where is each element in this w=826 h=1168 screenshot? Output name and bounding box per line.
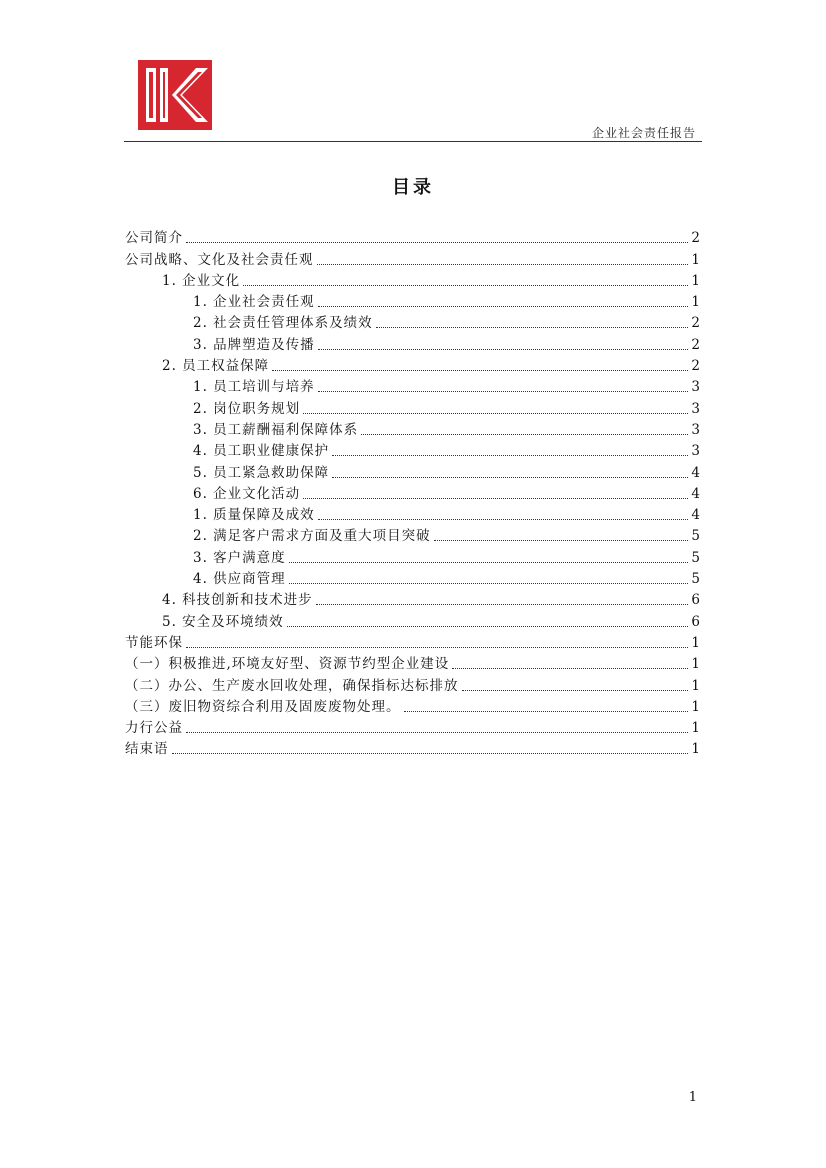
toc-entry-page: 1 bbox=[691, 251, 700, 268]
company-logo-icon bbox=[138, 60, 212, 130]
toc-entry[interactable] bbox=[125, 418, 700, 439]
toc-entry-page: 1 bbox=[691, 698, 700, 715]
toc-dot-leader bbox=[303, 498, 688, 499]
toc-entry-label: （二）办公、生产废水回收处理，确保指标达标排放 bbox=[125, 677, 459, 694]
toc-entry-label: 4. 供应商管理 bbox=[193, 571, 286, 588]
toc-entry[interactable] bbox=[125, 439, 700, 460]
toc-entry[interactable] bbox=[125, 695, 700, 716]
toc-entry-page: 4 bbox=[691, 507, 700, 524]
toc-entry[interactable] bbox=[125, 716, 700, 737]
k-logo-graphic bbox=[138, 60, 212, 130]
page-number: 1 bbox=[688, 1090, 697, 1105]
toc-entry-label: 5. 员工紧急救助保障 bbox=[193, 464, 330, 481]
toc-entry[interactable] bbox=[125, 290, 700, 311]
toc-entry-label: 1. 质量保障及成效 bbox=[193, 507, 315, 524]
toc-entry-page: 1 bbox=[691, 677, 700, 694]
toc-dot-leader bbox=[462, 690, 689, 691]
toc-dot-leader bbox=[186, 647, 688, 648]
toc-entry-page: 5 bbox=[691, 549, 700, 566]
toc-dot-leader bbox=[376, 327, 689, 328]
toc-entry-page: 1 bbox=[691, 741, 700, 758]
toc-entry-label: 公司简介 bbox=[125, 230, 183, 247]
toc-entry-label: 3. 客户满意度 bbox=[193, 549, 286, 566]
report-header-title: 企业社会责任报告 bbox=[591, 126, 696, 140]
toc-entry[interactable] bbox=[125, 631, 700, 652]
toc-entry-label: 节能环保 bbox=[125, 634, 183, 651]
toc-entry-page: 1 bbox=[691, 294, 700, 311]
toc-entry-page: 3 bbox=[691, 443, 700, 460]
toc-entry-label: 2. 员工权益保障 bbox=[162, 358, 270, 375]
toc-entry-page: 1 bbox=[691, 656, 700, 673]
toc-entry-page: 1 bbox=[691, 272, 700, 289]
toc-entry-label: 1. 企业文化 bbox=[162, 272, 241, 289]
toc-entry-label: 3. 品牌塑造及传播 bbox=[193, 336, 315, 353]
toc-dot-leader bbox=[332, 455, 688, 456]
toc-dot-leader bbox=[318, 519, 689, 520]
toc-dot-leader bbox=[361, 434, 688, 435]
toc-dot-leader bbox=[186, 242, 688, 243]
toc-entry[interactable] bbox=[125, 311, 700, 332]
toc-entry[interactable] bbox=[125, 332, 700, 353]
toc-entry[interactable] bbox=[125, 503, 700, 524]
toc-entry-label: 4. 员工职业健康保护 bbox=[193, 443, 330, 460]
toc-entry-label: （一）积极推进,环境友好型、资源节约型企业建设 bbox=[125, 656, 450, 673]
toc-dot-leader bbox=[452, 668, 688, 669]
toc-dot-leader bbox=[303, 413, 688, 414]
toc-entry-page: 3 bbox=[691, 421, 700, 438]
toc-entry[interactable] bbox=[125, 460, 700, 481]
toc-entry-label: 6. 企业文化活动 bbox=[193, 485, 301, 502]
toc-entry[interactable] bbox=[125, 673, 700, 694]
toc-entry[interactable] bbox=[125, 652, 700, 673]
toc-dot-leader bbox=[318, 306, 689, 307]
toc-entry[interactable] bbox=[125, 482, 700, 503]
toc-dot-leader bbox=[434, 540, 689, 541]
toc-dot-leader bbox=[404, 711, 689, 712]
toc-dot-leader bbox=[289, 562, 689, 563]
toc-entry-page: 2 bbox=[691, 358, 700, 375]
toc-dot-leader bbox=[318, 391, 689, 392]
toc-entry[interactable] bbox=[125, 567, 700, 588]
toc-entry-page: 1 bbox=[691, 720, 700, 737]
toc-dot-leader bbox=[272, 370, 688, 371]
toc-entry-page: 2 bbox=[691, 315, 700, 332]
toc-entry-page: 2 bbox=[691, 230, 700, 247]
toc-entry[interactable] bbox=[125, 226, 700, 247]
toc-dot-leader bbox=[172, 753, 689, 754]
toc-entry-page: 2 bbox=[691, 336, 700, 353]
toc-entry-label: 4. 科技创新和技术进步 bbox=[162, 592, 313, 609]
toc-entry-label: 公司战略、文化及社会责任观 bbox=[125, 251, 314, 268]
toc-entry-page: 5 bbox=[691, 528, 700, 545]
toc-entry[interactable] bbox=[125, 588, 700, 609]
toc-entry-label: 力行公益 bbox=[125, 720, 183, 737]
toc-entry[interactable] bbox=[125, 247, 700, 268]
toc-dot-leader bbox=[318, 349, 689, 350]
toc-dot-leader bbox=[289, 583, 689, 584]
toc-entry[interactable] bbox=[125, 737, 700, 758]
toc-dot-leader bbox=[287, 626, 689, 627]
toc-entry-page: 3 bbox=[691, 400, 700, 417]
toc-entry-label: 1. 员工培训与培养 bbox=[193, 379, 315, 396]
toc-entry[interactable] bbox=[125, 269, 700, 290]
toc-entry[interactable] bbox=[125, 375, 700, 396]
toc-entry-page: 4 bbox=[691, 464, 700, 481]
toc-entry-label: 2. 社会责任管理体系及绩效 bbox=[193, 315, 373, 332]
toc-entry-label: 2. 岗位职务规划 bbox=[193, 400, 301, 417]
toc-dot-leader bbox=[332, 477, 688, 478]
toc-entry-page: 3 bbox=[691, 379, 700, 396]
toc-entry-label: 结束语 bbox=[125, 741, 169, 758]
toc-entry-label: 5. 安全及环境绩效 bbox=[162, 613, 284, 630]
toc-dot-leader bbox=[186, 732, 688, 733]
toc-entry-label: （三）废旧物资综合利用及固废废物处理。 bbox=[125, 698, 401, 715]
toc-entry-page: 6 bbox=[691, 613, 700, 630]
toc-entry[interactable] bbox=[125, 354, 700, 375]
toc-entry-page: 1 bbox=[691, 634, 700, 651]
toc-entry[interactable] bbox=[125, 524, 700, 545]
toc-dot-leader bbox=[316, 604, 689, 605]
toc-entry-page: 5 bbox=[691, 571, 700, 588]
table-of-contents bbox=[125, 226, 700, 758]
toc-entry-page: 4 bbox=[691, 485, 700, 502]
toc-entry[interactable] bbox=[125, 545, 700, 566]
toc-dot-leader bbox=[243, 285, 688, 286]
toc-entry-label: 3. 员工薪酬福利保障体系 bbox=[193, 421, 359, 438]
toc-entry-page: 6 bbox=[691, 592, 700, 609]
toc-entry[interactable] bbox=[125, 396, 700, 417]
header-divider bbox=[124, 141, 702, 142]
toc-entry[interactable] bbox=[125, 609, 700, 630]
toc-heading: 目录 bbox=[392, 177, 434, 198]
toc-entry-label: 1. 企业社会责任观 bbox=[193, 294, 315, 311]
toc-dot-leader bbox=[317, 264, 689, 265]
toc-entry-label: 2. 满足客户需求方面及重大项目突破 bbox=[193, 528, 431, 545]
